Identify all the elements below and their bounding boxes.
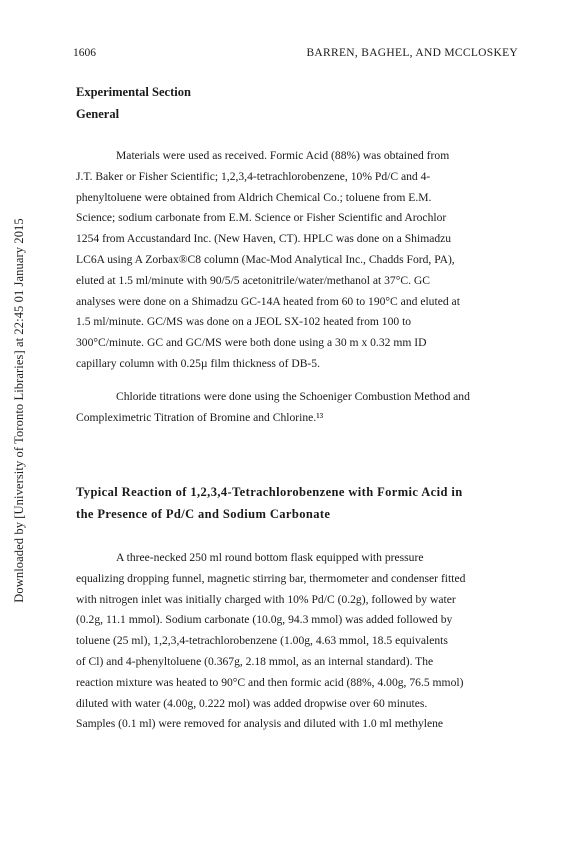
text-line: with nitrogen inlet was initially charged with 10% Pd/C (0.2g), followed by water bbox=[76, 592, 456, 606]
page-number: 1606 bbox=[73, 47, 96, 59]
text-line: analyses were done on a Shimadzu GC-14A heated from 60 to 190°C and eluted at bbox=[76, 294, 460, 308]
text-line: 1.5 ml/minute. GC/MS was done on a JEOL SX-102 heated from 100 to bbox=[76, 315, 412, 329]
text-line: Samples (0.1 ml) were removed for analysis and diluted with 1.0 ml methylene bbox=[76, 717, 444, 731]
download-watermark-text: Downloaded by [University of Toronto Libraries] at 22:45 01 January 2015 bbox=[11, 217, 26, 603]
section-subtitle: General bbox=[76, 107, 120, 121]
running-head: BARREN, BAGHEL, AND MCCLOSKEY bbox=[306, 47, 518, 59]
text-line: 1254 from Accustandard Inc. (New Haven, CT). HPLC was done on a Shimadzu bbox=[76, 232, 452, 246]
text-line: Chloride titrations were done using the Schoeniger Combustion Method and bbox=[116, 390, 470, 403]
text-line: of Cl) and 4-phenyltoluene (0.367g, 2.18 mmol, as an internal standard). The bbox=[76, 654, 434, 668]
text-line: toluene (25 ml), 1,2,3,4-tetrachlorobenzene (1.00g, 4.63 mmol, 18.5 equivalents bbox=[76, 634, 448, 648]
text-line: LC6A using A Zorbax®C8 column (Mac-Mod Analytical Inc., Chadds Ford, PA), bbox=[76, 252, 455, 266]
text-line: capillary column with 0.25µ film thickness of DB-5. bbox=[76, 356, 320, 370]
paragraph-chloride bbox=[76, 387, 508, 429]
text-line: 300°C/minute. GC and GC/MS were both done using a 30 m x 0.32 mm ID bbox=[76, 336, 427, 350]
text-line: J.T. Baker or Fisher Scientific; 1,2,3,4-tetrachlorobenzene, 10% Pd/C and 4- bbox=[76, 169, 431, 183]
heading-line: the Presence of Pd/C and Sodium Carbonate bbox=[76, 507, 331, 521]
download-watermark bbox=[12, 175, 26, 645]
text-line: Science; sodium carbonate from E.M. Science or Fisher Scientific and Arochlor bbox=[76, 211, 447, 225]
page-header bbox=[73, 47, 518, 59]
paragraph-materials bbox=[76, 146, 508, 375]
text-line: A three-necked 250 ml round bottom flask equipped with pressure bbox=[116, 551, 424, 564]
section-title: Experimental Section bbox=[76, 85, 191, 99]
text-line: (0.2g, 11.1 mmol). Sodium carbonate (10.0g, 94.3 mmol) was added followed by bbox=[76, 613, 453, 627]
text-line: equalizing dropping funnel, magnetic stirring bar, thermometer and condenser fitted bbox=[76, 571, 466, 585]
text-line: Compleximetric Titration of Bromine and Chlorine.¹³ bbox=[76, 410, 324, 424]
heading-line: Typical Reaction of 1,2,3,4-Tetrachlorobenzene with Formic Acid in bbox=[76, 485, 463, 499]
paragraph-procedure bbox=[76, 548, 508, 735]
text-line: eluted at 1.5 ml/minute with 90/5/5 acetonitrile/water/methanol at 37°C. GC bbox=[76, 273, 430, 287]
text-line: Materials were used as received. Formic Acid (88%) was obtained from bbox=[116, 149, 450, 162]
typical-reaction-heading bbox=[76, 481, 516, 525]
text-line: diluted with water (4.00g, 0.222 mol) was added dropwise over 60 minutes. bbox=[76, 696, 428, 710]
text-line: reaction mixture was heated to 90°C and then formic acid (88%, 4.00g, 76.5 mmol) bbox=[76, 675, 464, 689]
text-line: phenyltoluene were obtained from Aldrich Chemical Co.; toluene from E.M. bbox=[76, 190, 432, 204]
